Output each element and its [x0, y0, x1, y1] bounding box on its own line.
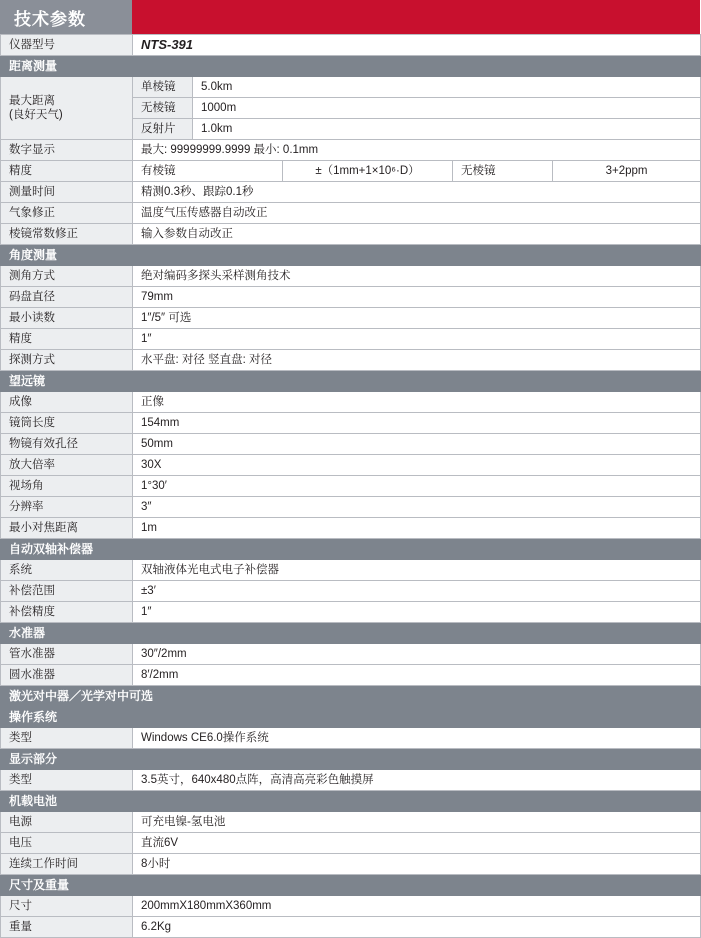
imaging-value: 正像 — [133, 392, 701, 413]
section-header-telescope — [1, 371, 701, 392]
section-header-display — [1, 749, 701, 770]
table-row — [1, 182, 701, 203]
disc-diameter-value: 79mm — [133, 287, 701, 308]
voltage-value: 直流6V — [133, 833, 701, 854]
table-row — [1, 161, 701, 182]
dimensions-label: 尺寸 — [1, 896, 133, 917]
reflect-sheet-value: 1.0km — [193, 119, 701, 140]
magnification-label: 放大倍率 — [1, 455, 133, 476]
max-distance-label-line1: 最大距离 — [9, 94, 55, 107]
section-header-size — [1, 875, 701, 896]
section-header-level — [1, 623, 701, 644]
aperture-value: 50mm — [133, 434, 701, 455]
accuracy-label: 精度 — [1, 161, 133, 182]
table-row — [1, 203, 701, 224]
table-row — [1, 413, 701, 434]
tube-level-value: 30″/2mm — [133, 644, 701, 665]
magnification-value: 30X — [133, 455, 701, 476]
table-row — [1, 833, 701, 854]
prism-constant-label: 棱镜常数修正 — [1, 224, 133, 245]
table-row — [1, 329, 701, 350]
accuracy-prism-value: ±（1mm+1×10⁶·D） — [283, 161, 453, 182]
banner-right-accent — [132, 0, 700, 34]
working-time-value: 8小时 — [133, 854, 701, 875]
detection-method-value: 水平盘: 对径 竖直盘: 对径 — [133, 350, 701, 371]
circular-level-label: 圆水准器 — [1, 665, 133, 686]
section-title-distance: 距离测量 — [1, 56, 701, 77]
weight-label: 重量 — [1, 917, 133, 938]
compensator-accuracy-label: 补偿精度 — [1, 602, 133, 623]
table-row — [1, 350, 701, 371]
section-title-angle: 角度测量 — [1, 245, 701, 266]
os-type-value: Windows CE6.0操作系统 — [133, 728, 701, 749]
accuracy-noprism-label: 无棱镜 — [453, 161, 553, 182]
section-title-size: 尺寸及重量 — [1, 875, 701, 896]
table-row — [1, 854, 701, 875]
table-row — [1, 602, 701, 623]
no-prism-value: 1000m — [193, 98, 701, 119]
working-time-label: 连续工作时间 — [1, 854, 133, 875]
accuracy-prism-label: 有棱镜 — [133, 161, 283, 182]
prism-constant-value: 输入参数自动改正 — [133, 224, 701, 245]
min-reading-value: 1″/5″ 可选 — [133, 308, 701, 329]
section-title-level: 水准器 — [1, 623, 701, 644]
min-focus-label: 最小对焦距离 — [1, 518, 133, 539]
tube-length-label: 镜筒长度 — [1, 413, 133, 434]
compensator-system-value: 双轴液体光电式电子补偿器 — [133, 560, 701, 581]
table-row — [1, 728, 701, 749]
reflect-sheet-label: 反射片 — [133, 119, 193, 140]
no-prism-label: 无棱镜 — [133, 98, 193, 119]
angle-accuracy-label: 精度 — [1, 329, 133, 350]
angle-accuracy-value: 1″ — [133, 329, 701, 350]
dimensions-value: 200mmX180mmX360mm — [133, 896, 701, 917]
angle-method-value: 绝对编码多探头采样测角技术 — [133, 266, 701, 287]
section-title-laser: 激光对中器／光学对中可选 — [1, 686, 701, 707]
weather-correction-label: 气象修正 — [1, 203, 133, 224]
aperture-label: 物镜有效孔径 — [1, 434, 133, 455]
table-row — [1, 581, 701, 602]
compensator-system-label: 系统 — [1, 560, 133, 581]
table-row — [1, 497, 701, 518]
imaging-label: 成像 — [1, 392, 133, 413]
resolution-value: 3″ — [133, 497, 701, 518]
max-distance-label-line2: (良好天气) — [9, 109, 63, 121]
max-distance-label — [1, 77, 133, 140]
display-type-label: 类型 — [1, 770, 133, 791]
table-row — [1, 812, 701, 833]
table-row — [1, 896, 701, 917]
weather-correction-value: 温度气压传感器自动改正 — [133, 203, 701, 224]
circular-level-value: 8′/2mm — [133, 665, 701, 686]
page-banner — [0, 0, 700, 34]
power-source-value: 可充电镍-氢电池 — [133, 812, 701, 833]
measure-time-value: 精测0.3秒、跟踪0.1秒 — [133, 182, 701, 203]
section-header-angle — [1, 245, 701, 266]
os-type-label: 类型 — [1, 728, 133, 749]
section-title-compensator: 自动双轴补偿器 — [1, 539, 701, 560]
tube-level-label: 管水准器 — [1, 644, 133, 665]
model-value: NTS-391 — [133, 35, 701, 56]
table-row — [1, 518, 701, 539]
table-row — [1, 770, 701, 791]
digital-display-label: 数字显示 — [1, 140, 133, 161]
compensator-range-label: 补偿范围 — [1, 581, 133, 602]
measure-time-label: 测量时间 — [1, 182, 133, 203]
resolution-label: 分辨率 — [1, 497, 133, 518]
table-row — [1, 665, 701, 686]
min-focus-value: 1m — [133, 518, 701, 539]
section-header-compensator — [1, 539, 701, 560]
section-title-display: 显示部分 — [1, 749, 701, 770]
power-source-label: 电源 — [1, 812, 133, 833]
angle-method-label: 测角方式 — [1, 266, 133, 287]
table-row — [1, 644, 701, 665]
weight-value: 6.2Kg — [133, 917, 701, 938]
section-header-laser — [1, 686, 701, 707]
model-label: 仪器型号 — [1, 35, 133, 56]
table-row — [1, 140, 701, 161]
display-type-value: 3.5英寸，640x480点阵，高清高亮彩色触摸屏 — [133, 770, 701, 791]
table-row — [1, 917, 701, 938]
page-title: 技术参数 — [14, 9, 86, 29]
tube-length-value: 154mm — [133, 413, 701, 434]
min-reading-label: 最小读数 — [1, 308, 133, 329]
table-row — [1, 308, 701, 329]
table-row — [1, 476, 701, 497]
voltage-label: 电压 — [1, 833, 133, 854]
table-row — [1, 455, 701, 476]
table-row — [1, 35, 701, 56]
table-row — [1, 266, 701, 287]
compensator-accuracy-value: 1″ — [133, 602, 701, 623]
disc-diameter-label: 码盘直径 — [1, 287, 133, 308]
single-prism-label: 单棱镜 — [133, 77, 193, 98]
table-row — [1, 224, 701, 245]
section-header-distance — [1, 56, 701, 77]
section-title-battery: 机载电池 — [1, 791, 701, 812]
section-title-telescope: 望远镜 — [1, 371, 701, 392]
table-row — [1, 560, 701, 581]
section-header-os — [1, 707, 701, 728]
table-row — [1, 392, 701, 413]
table-row — [1, 287, 701, 308]
accuracy-noprism-value: 3+2ppm — [553, 161, 701, 182]
section-title-os: 操作系统 — [1, 707, 701, 728]
field-of-view-label: 视场角 — [1, 476, 133, 497]
single-prism-value: 5.0km — [193, 77, 701, 98]
field-of-view-value: 1°30′ — [133, 476, 701, 497]
banner-left-block — [0, 0, 132, 34]
table-row — [1, 77, 701, 98]
digital-display-value: 最大: 99999999.9999 最小: 0.1mm — [133, 140, 701, 161]
table-row — [1, 434, 701, 455]
detection-method-label: 探测方式 — [1, 350, 133, 371]
specification-table — [0, 34, 701, 938]
compensator-range-value: ±3′ — [133, 581, 701, 602]
section-header-battery — [1, 791, 701, 812]
